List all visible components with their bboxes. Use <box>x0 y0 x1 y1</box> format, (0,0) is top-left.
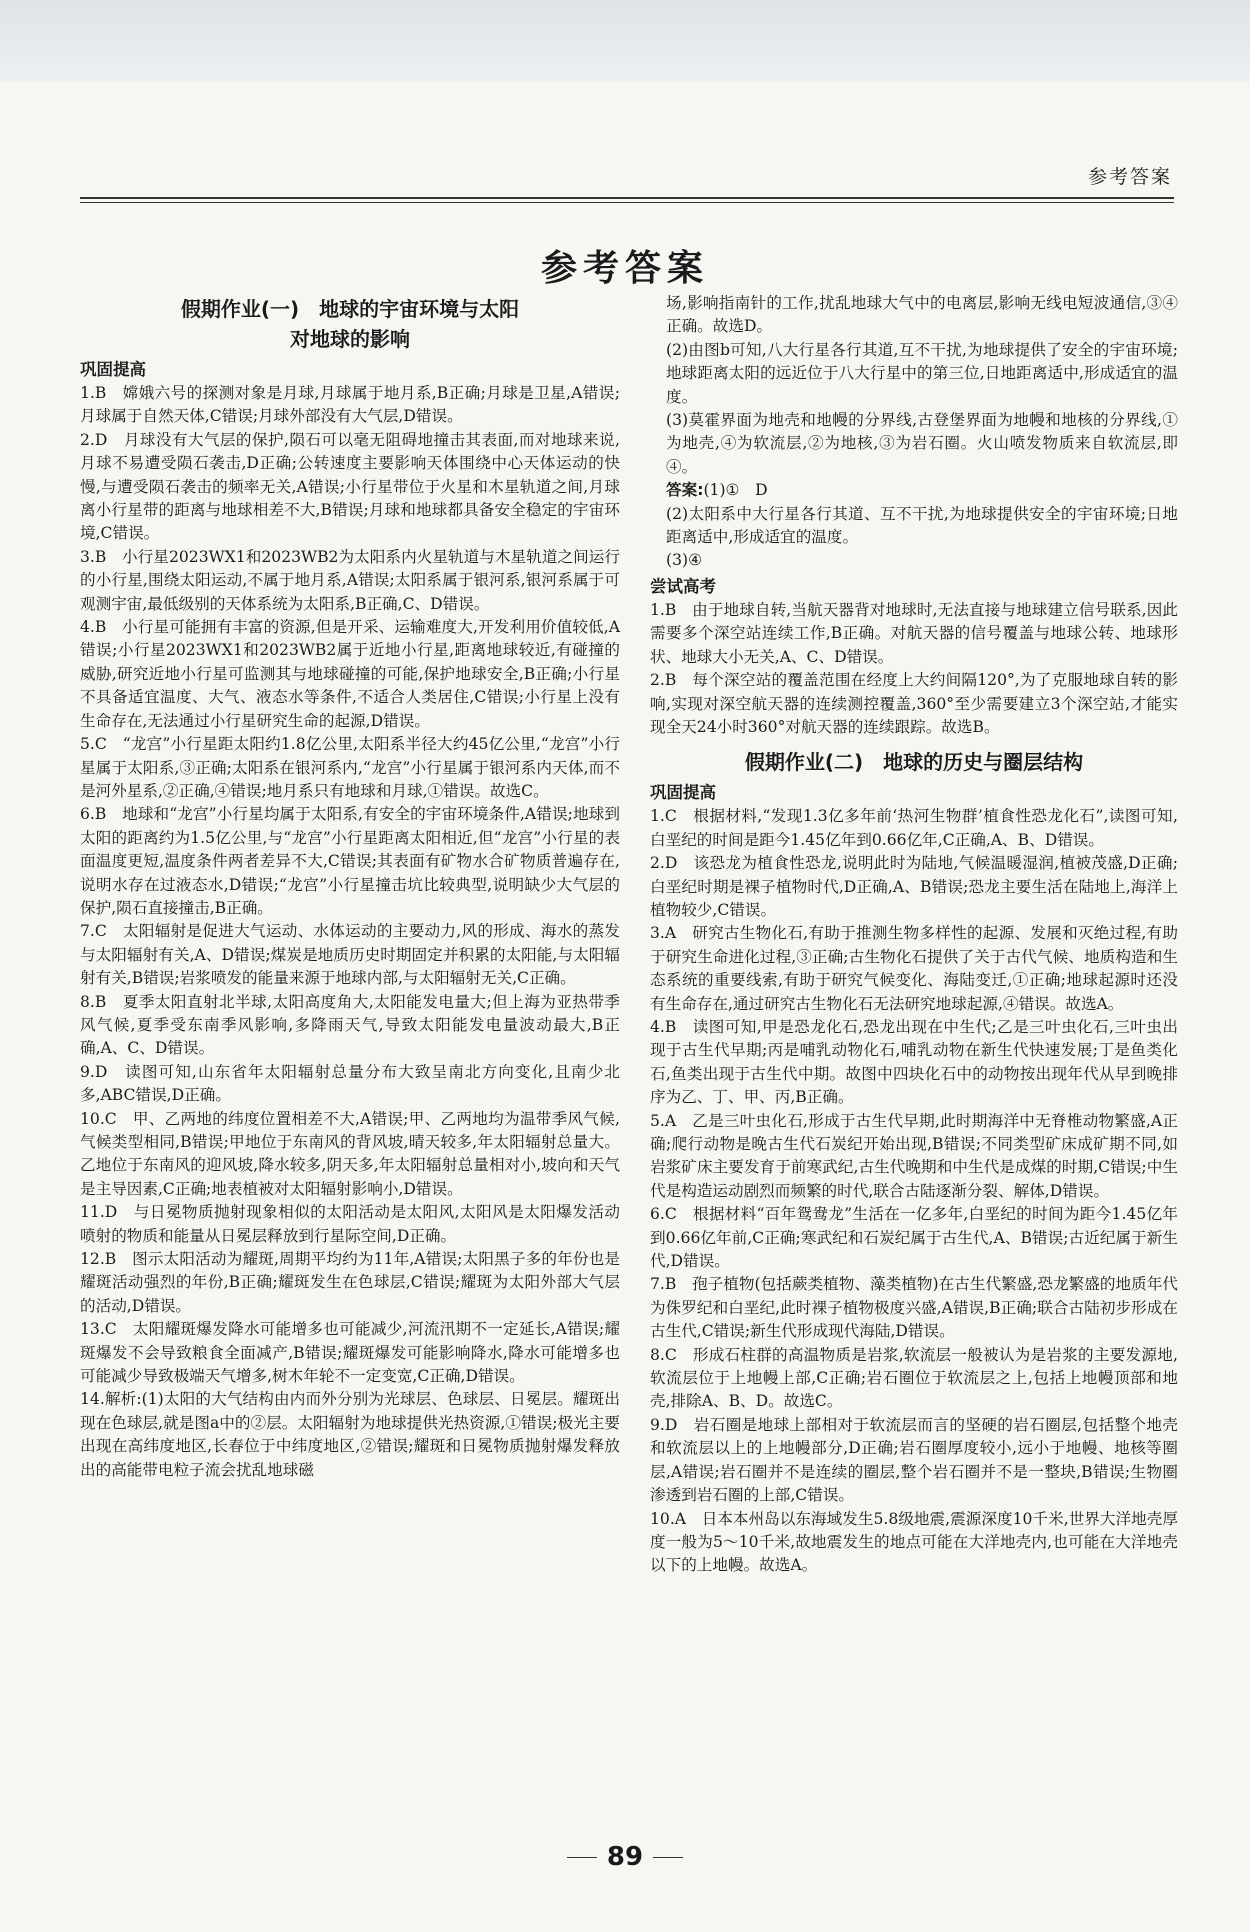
answer-item: 1.B 由于地球自转,当航天器背对地球时,无法直接与地球建立信号联系,因此需要多个深空站连续工作,B正确。对航天器的信号覆盖与地球公转、地球形状、地球大小无关,A、C、D错误。 <box>650 600 1178 666</box>
answer-paragraph: (3)莫霍界面为地壳和地幔的分界线,古登堡界面为地幔和地核的分界线,①为地壳,④为软流层,②为地核,③为岩石圈。火山喷发物质来自软流层,即④。 <box>666 411 1178 476</box>
answer-1: (1)① D <box>703 481 768 500</box>
answer-item: 2.D 月球没有大气层的保护,陨石可以毫无阻碍地撞击其表面,而对地球来说,月球不易遭受陨石袭击,D正确;公转速度主要影响天体围绕中心天体运动的快慢,与遭受陨石袭击的频率无关,A错误;小行星带位于火星和木星轨道之间,月球离小行星带的距离与地球相差不大,B错误;月球和地球都具备安全稳定的宇宙环境,C错误。 <box>80 430 620 543</box>
section-title-1 <box>80 294 620 354</box>
right-column <box>650 292 1178 1578</box>
subheading-consolidate: 巩固提高 <box>80 360 146 379</box>
answer-item: 7.C 太阳辐射是促进大气运动、水体运动的主要动力,风的形成、海水的蒸发与太阳辐射有关,A、D错误;煤炭是地质历史时期固定并积累的太阳能,与太阳辐射有关,B错误;岩浆喷发的能量来源于地球内部,与太阳辐射无关,C正确。 <box>80 922 620 988</box>
page-title: 参考答案 <box>540 248 709 289</box>
answer-3: (3)④ <box>666 551 703 570</box>
section-title-2: 假期作业(二) 地球的历史与圈层结构 <box>744 750 1084 775</box>
answer-item: 4.B 读图可知,甲是恐龙化石,恐龙出现在中生代;乙是三叶虫化石,三叶虫出现于古生代早期;丙是哺乳动物化石,哺乳动物在新生代快速发展;丁是鱼类化石,鱼类出现于古生代中期。故图中四块化石中的动物按出现年代从早到晚排序为乙、丁、甲、丙,B正确。 <box>650 1017 1178 1107</box>
answer-item: 14.解析:(1)太阳的大气结构由内而外分别为光球层、色球层、日冕层。耀斑出现在色球层,就是图a中的②层。太阳辐射为地球提供光热资源,①错误;极光主要出现在高纬度地区,长春位于中纬度地区,②错误;耀斑和日冕物质抛射爆发释放出的高能带电粒子流会扰乱地球磁 <box>80 1390 620 1479</box>
answer-item: 10.C 甲、乙两地的纬度位置相差不大,A错误;甲、乙两地均为温带季风气候,气候类型相同,B错误;甲地位于东南风的背风坡,晴天较多,年太阳辐射总量大。乙地位于东南风的迎风坡,降水较多,阴天多,年太阳辐射总量相对小,坡向和天气是主导因素,C正确;地表植被对太阳辐射影响小,D错误。 <box>80 1109 620 1198</box>
answer-item: 2.B 每个深空站的覆盖范围在经度上大约间隔120°,为了克服地球自转的影响,实现对深空航天器的连续测控覆盖,360°至少需要建立3个深空站,才能实现全天24小时360°对航天器的连续跟踪。故选B。 <box>650 671 1178 736</box>
answer-item: 7.B 孢子植物(包括蕨类植物、藻类植物)在古生代繁盛,恐龙繁盛的地质年代为侏罗纪和白垩纪,此时裸子植物极度兴盛,A错误,B正确;联合古陆初步形成在古生代,C错误;新生代形成现代海陆,D错误。 <box>650 1275 1178 1341</box>
answer-item: 11.D 与日冕物质抛射现象相似的太阳活动是太阳风,太阳风是太阳爆发活动喷射的物质和能量从日冕层释放到行星际空间,D正确。 <box>80 1203 620 1245</box>
answer-item: 9.D 岩石圈是地球上部相对于软流层而言的坚硬的岩石圈层,包括整个地壳和软流层以上的上地幔部分,D正确;岩石圈厚度较小,远小于地幔、地核等圈层,A错误;岩石圈并不是连续的圈层,整个岩石圈并不是一整块,B错误;生物圈渗透到岩石圈的上部,C错误。 <box>650 1415 1178 1505</box>
header-rule <box>80 197 1174 203</box>
answer-item: 6.B 地球和“龙宫”小行星均属于太阳系,有安全的宇宙环境条件,A错误;地球到太阳的距离约为1.5亿公里,与“龙宫”小行星距离太阳相近,但“龙宫”小行星的表面温度更短,温度条件两者差异不大,C错误;其表面有矿物水合矿物质普遍存在,说明水存在过液态水,D错误;“龙宫”小行星撞击坑比较典型,说明缺少大气层的保护,陨石直接撞击,B正确。 <box>80 805 620 917</box>
answer-item: 13.C 太阳耀斑爆发降水可能增多也可能减少,河流汛期不一定延长,A错误;耀斑爆发不会导致粮食全面减产,B错误;耀斑爆发可能影响降水,降水可能增多也可能减少导致极端天气增多,树木年轮不一定变宽,C正确,D错误。 <box>80 1320 620 1386</box>
scan-top-band <box>0 0 1250 82</box>
answer-item: 9.D 读图可知,山东省年太阳辐射总量分布大致呈南北方向变化,且南少北多,ABC错误,D正确。 <box>80 1062 620 1105</box>
section-title-1-line2: 对地球的影响 <box>290 327 410 351</box>
subheading-exam: 尝试高考 <box>650 576 716 596</box>
answer-item: 1.C 根据材料,“发现1.3亿多年前‘热河生物群’植食性恐龙化石”,读图可知,白垩纪的时间是距今1.45亿年到0.66亿年,C正确,A、B、D错误。 <box>650 807 1178 849</box>
answer-2: (2)太阳系中大行星各行其道、互不干扰,为地球提供安全的宇宙环境;日地距离适中,形成适宜的温度。 <box>666 504 1178 547</box>
answer-label: 答案: <box>666 481 704 500</box>
answer-item: 8.C 形成石柱群的高温物质是岩浆,软流层一般被认为是岩浆的主要发源地,软流层位于上地幔上部,C正确;岩石圈位于软流层之上,包括上地幔顶部和地壳,排除A、B、D。故选C。 <box>650 1345 1178 1411</box>
subheading-consolidate-2: 巩固提高 <box>650 783 716 803</box>
answer-item: 1.B 嫦娥六号的探测对象是月球,月球属于地月系,B正确;月球是卫星,A错误;月球属于自然天体,C错误;月球外部没有大气层,D错误。 <box>80 384 620 426</box>
answer-item: 8.B 夏季太阳直射北半球,太阳高度角大,太阳能发电量大;但上海为亚热带季风气候,夏季受东南季风影响,多降雨天气,导致太阳能发电量波动最大,B正确,A、C、D错误。 <box>80 992 620 1058</box>
answer-item: 6.C 根据材料“百年鸳鸯龙”生活在一亿多年,白垩纪的时间为距今1.45亿年到0.66亿年前,C正确;寒武纪和石炭纪属于古生代,A、B错误;古近纪属于新生代,D错误。 <box>650 1205 1178 1271</box>
left-column <box>80 292 620 1482</box>
answer-item: 10.A 日本本州岛以东海域发生5.8级地震,震源深度10千米,世界大洋地壳厚度一般为5～10千米,故地震发生的地点可能在大洋地壳内,也可能在大洋地壳以下的上地幔。故选A。 <box>650 1509 1178 1575</box>
answer-item: 4.B 小行星可能拥有丰富的资源,但是开采、运输难度大,开发利用价值较低,A错误;小行星2023WX1和2023WB2属于近地小行星,距离地球较近,有碰撞的威胁,研究近地小行星可监测其与地球碰撞的可能,保护地球安全,B正确;小行星不具备适宜温度、大气、液态水等条件,不适合人类居住,C错误;小行星上没有生命存在,无法通过小行星研究生命的起源,D错误。 <box>80 618 620 730</box>
answer-item: 5.C “龙宫”小行星距太阳约1.8亿公里,太阳系半径大约45亿公里,“龙宫”小行星属于太阳系,③正确;太阳系在银河系内,“龙宫”小行星属于银河系内天体,而不是河外星系,②正确,④错误;地月系只有地球和月球,①错误。故选C。 <box>80 735 620 800</box>
page-number-value: 89 <box>606 1842 644 1872</box>
answer-key <box>650 479 1178 502</box>
running-head: 参考答案 <box>1087 166 1172 188</box>
section-title-1-line1: 假期作业(一) 地球的宇宙环境与太阳 <box>180 297 520 321</box>
answer-item: 3.A 研究古生物化石,有助于推测生物多样性的起源、发展和灭绝过程,有助于研究生命进化过程,③正确;古生物化石提供了关于古代气候、地质构造和生态系统的重要线索,有助于研究气候变化、海陆变迁,①正确;地球起源时还没有生命存在,通过研究古生物化石无法研究地球起源,④错误。故选A。 <box>650 924 1178 1013</box>
answer-item: 5.A 乙是三叶虫化石,形成于古生代早期,此时期海洋中无脊椎动物繁盛,A正确;爬行动物是晚古生代石炭纪开始出现,B错误;不同类型矿床成矿期不同,如岩浆矿床主要发育于前寒武纪,古生代晚期和中生代是成煤的时期,C错误;中生代是构造运动剧烈而频繁的时代,联合古陆逐渐分裂、解体,D错误。 <box>650 1111 1178 1200</box>
page-number <box>0 1842 1250 1872</box>
answer-item-continued: 场,影响指南针的工作,扰乱地球大气中的电离层,影响无线电短波通信,③④正确。故选D。 <box>666 294 1178 336</box>
page-number-dash-left <box>567 1857 597 1858</box>
answer-item: 2.D 该恐龙为植食性恐龙,说明此时为陆地,气候温暖湿润,植被茂盛,D正确;白垩纪时期是裸子植物时代,D正确,A、B错误;恐龙主要生活在陆地上,海洋上植物较少,C错误。 <box>650 854 1178 919</box>
answer-paragraph: (2)由图b可知,八大行星各行其道,互不干扰,为地球提供了安全的宇宙环境;地球距离太阳的远近位于八大行星中的第三位,日地距离适中,形成适宜的温度。 <box>666 340 1178 406</box>
answer-item: 3.B 小行星2023WX1和2023WB2为太阳系内火星轨道与木星轨道之间运行的小行星,围绕太阳运动,不属于地月系,A错误;太阳系属于银河系,银河系属于可观测宇宙,最低级别的天体系统为太阳系,B正确,C、D错误。 <box>80 547 620 613</box>
page-number-dash-right <box>653 1857 683 1858</box>
answer-item: 12.B 图示太阳活动为耀斑,周期平均约为11年,A错误;太阳黑子多的年份也是耀斑活动强烈的年份,B正确;耀斑发生在色球层,C错误;耀斑为太阳外部大气层的活动,D错误。 <box>80 1250 620 1315</box>
